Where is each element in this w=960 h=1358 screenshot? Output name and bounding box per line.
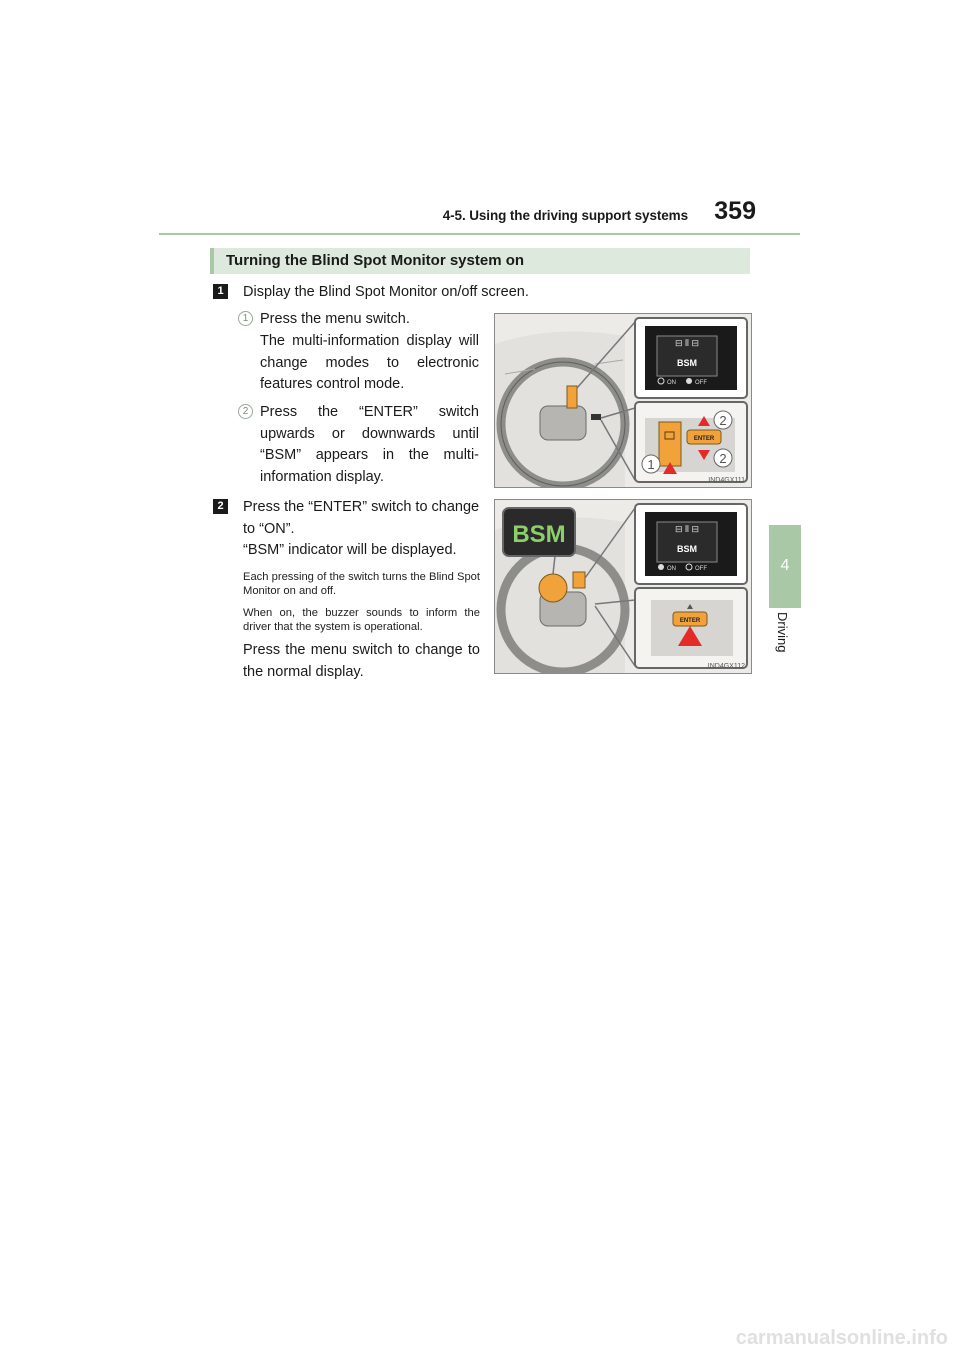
step-2-text: Press the “ENTER” switch to change to “ON”. — [243, 499, 480, 537]
step-2-marker: 2 — [213, 499, 228, 514]
figure-bsm-indicator — [494, 499, 752, 674]
section-title: Turning the Blind Spot Monitor system on — [226, 252, 525, 269]
substep-1-marker: 1 — [238, 311, 253, 326]
substep-1-line-2: The multi-information display will change modes to electronic features control mode. — [260, 333, 479, 393]
note-2: When on, the buzzer sounds to inform the driver that the system is operational. — [243, 607, 480, 633]
chapter-tab — [769, 525, 801, 608]
fig1-on-label: ON — [667, 380, 676, 386]
figure-2-drawing — [495, 500, 751, 673]
substep-1-line-1: Press the menu switch. — [260, 311, 410, 327]
header-section-title: 4-5. Using the driving support systems — [442, 208, 688, 223]
fig1-off-label: OFF — [695, 380, 707, 386]
figure-1-code: IND4GX111 — [708, 477, 745, 484]
figure-2-code: IND4GX112 — [707, 663, 745, 670]
fig1-callout-2-bottom: 2 — [719, 451, 727, 466]
step-1-marker: 1 — [213, 284, 228, 299]
figure-bsm-screen — [494, 313, 752, 488]
fig2-off-label: OFF — [695, 566, 707, 572]
chapter-label: Driving — [775, 612, 790, 653]
fig1-callout-2-top: 2 — [719, 413, 727, 428]
substep-2-text: Press the “ENTER” switch upwards or downwards until “BSM” appears in the multi-information display. — [260, 404, 479, 485]
step-2-after: Press the menu switch to change to the normal display. — [243, 642, 480, 680]
svg-text:⊟ ⦀ ⊟: ⊟ ⦀ ⊟ — [674, 524, 700, 534]
fig1-enter-label: ENTER — [693, 436, 715, 442]
figure-1-drawing — [495, 314, 751, 487]
note-1: Each pressing of the switch turns the Blind Spot Monitor on and off. — [243, 571, 480, 597]
header-rule — [159, 233, 800, 235]
fig2-enter-label: ENTER — [679, 618, 701, 624]
page-number: 359 — [714, 197, 756, 225]
footer-watermark: carmanualsonline.info — [735, 1327, 948, 1349]
fig2-display-bsm-label: BSM — [677, 544, 697, 554]
fig2-on-label: ON — [667, 566, 676, 572]
fig1-callout-1: 1 — [647, 457, 655, 472]
substep-2-marker: 2 — [238, 404, 253, 419]
fig1-display-bsm-label: BSM — [677, 358, 697, 368]
step-2-text-2: “BSM” indicator will be displayed. — [243, 542, 457, 558]
chapter-number: 4 — [780, 557, 790, 574]
section-heading — [210, 248, 750, 274]
step-1-text: Display the Blind Spot Monitor on/off screen. — [243, 284, 529, 300]
fig2-bsm-indicator: BSM — [512, 521, 566, 548]
svg-text:⊟ ⦀ ⊟: ⊟ ⦀ ⊟ — [674, 338, 700, 348]
